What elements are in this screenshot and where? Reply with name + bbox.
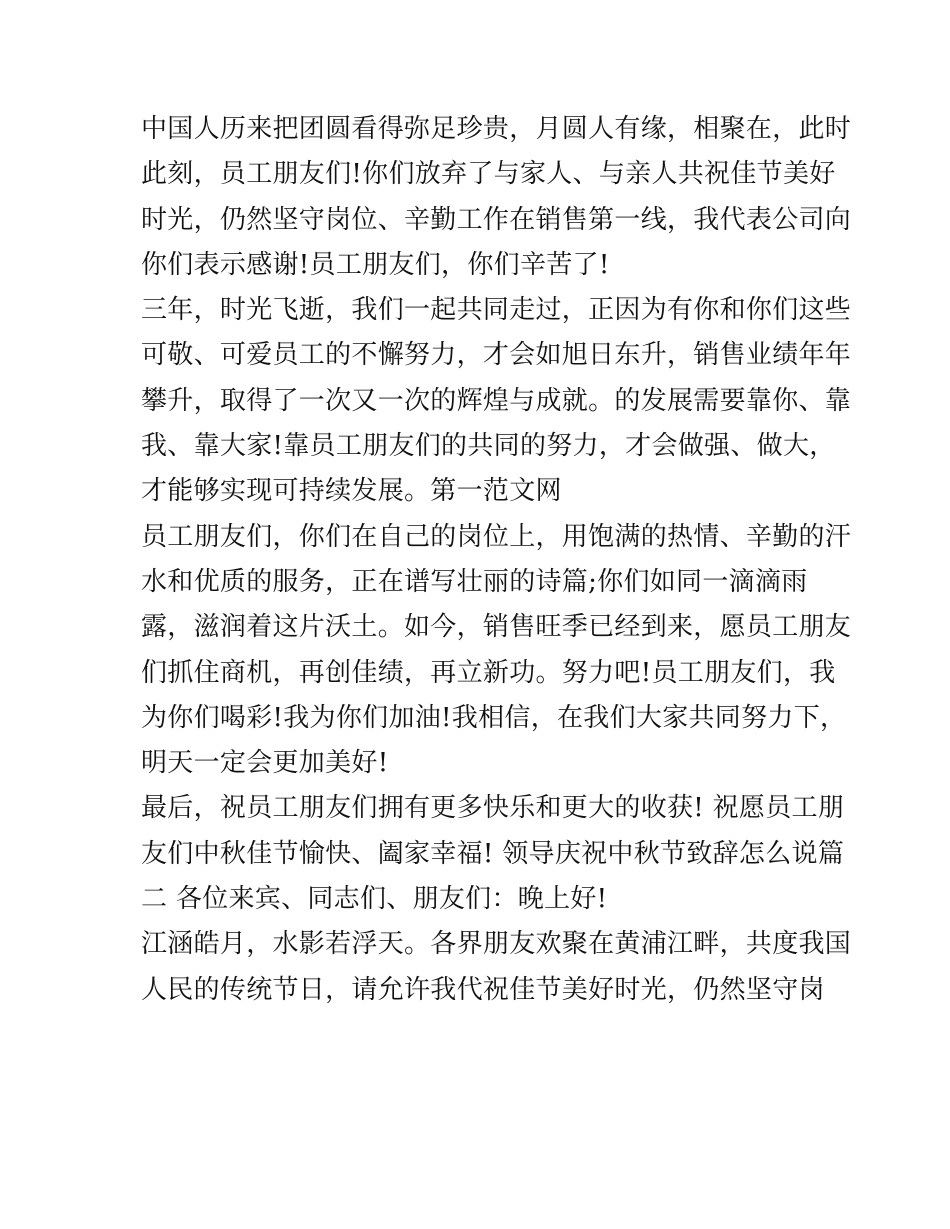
text-line: 我、靠大家!靠员工朋友们的共同的努力，才会做强、做大， xyxy=(141,431,836,462)
text-line: 二 各位来宾、同志们、朋友们：晚上好! xyxy=(141,884,608,915)
text-line: 你们表示感谢!员工朋友们，你们辛苦了! xyxy=(141,249,610,280)
text-line: 江涵皓月，水影若浮天。各界朋友欢聚在黄浦江畔，共度我国 xyxy=(141,929,852,960)
body-text xyxy=(141,107,852,1013)
text-line: 可敬、可爱员工的不懈努力，才会如旭日东升，销售业绩年年 xyxy=(141,340,852,371)
text-line: 三年，时光飞逝，我们一起共同走过，正因为有你和你们这些 xyxy=(141,295,852,326)
text-line: 才能够实现可持续发展。第一范文网 xyxy=(141,476,562,507)
text-line: 露，滋润着这片沃土。如今，销售旺季已经到来，愿员工朋友 xyxy=(141,612,852,643)
text-line: 人民的传统节日，请允许我代祝佳节美好时光，仍然坚守岗 xyxy=(141,974,825,1005)
text-line: 最后，祝员工朋友们拥有更多快乐和更大的收获! 祝愿员工朋 xyxy=(141,793,845,824)
text-line: 水和优质的服务，正在谱写壮丽的诗篇;你们如同一滴滴雨 xyxy=(141,566,808,597)
text-line: 明天一定会更加美好! xyxy=(141,748,389,779)
text-line: 此刻，员工朋友们!你们放弃了与家人、与亲人共祝佳节美好 xyxy=(141,159,836,190)
text-line: 们抓住商机，再创佳绩，再立新功。努力吧!员工朋友们，我 xyxy=(141,657,836,688)
text-line: 时光，仍然坚守岗位、辛勤工作在销售第一线，我代表公司向 xyxy=(141,204,852,235)
text-line: 友们中秋佳节愉快、阖家幸福! 领导庆祝中秋节致辞怎么说篇 xyxy=(141,838,845,869)
text-line: 员工朋友们，你们在自己的岗位上，用饱满的热情、辛勤的汗 xyxy=(141,521,852,552)
text-line: 为你们喝彩!我为你们加油!我相信，在我们大家共同努力下， xyxy=(141,702,847,733)
text-line: 攀升，取得了一次又一次的辉煌与成就。的发展需要靠你、靠 xyxy=(141,385,852,416)
text-line: 中国人历来把团圆看得弥足珍贵，月圆人有缘，相聚在，此时 xyxy=(141,114,852,144)
